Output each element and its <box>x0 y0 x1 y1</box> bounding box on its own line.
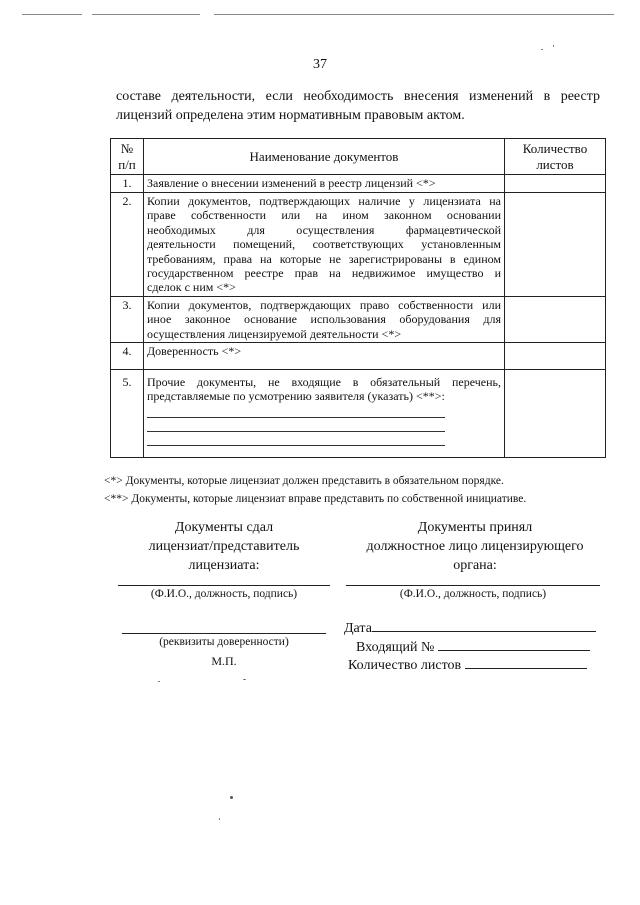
row-name <box>144 175 505 193</box>
received-by-line: Документы принял <box>417 520 533 535</box>
row-count <box>505 296 606 342</box>
row-num: 4. <box>111 343 144 370</box>
scan-speck <box>243 679 246 680</box>
received-by-line: должностное лицо лицензирующего <box>366 539 584 554</box>
intro-paragraph <box>116 87 600 125</box>
intro-line: составе деятельности, если необходимость внесения изменений в реестр <box>116 89 600 104</box>
signature-caption: (Ф.И.О., должность, подпись) <box>150 588 298 600</box>
row-count <box>505 370 606 458</box>
table-row <box>111 370 606 458</box>
row-line: Копии документов, подтверждающих наличие у лицензиата на <box>147 194 501 208</box>
row-count <box>505 175 606 193</box>
submitted-by-line: Документы сдал <box>174 520 274 535</box>
scan-top-line <box>214 14 614 15</box>
row-line: деятельности помещений, соответствующих установленным <box>147 237 501 252</box>
stamp-label: М.П. <box>211 654 237 668</box>
scan-speck <box>158 681 160 682</box>
row-line: иное законное основание использования оборудования для <box>147 312 501 327</box>
documents-table <box>110 138 606 458</box>
row-num: 3. <box>111 296 144 342</box>
row-count <box>505 193 606 297</box>
row-line: сделок с ним <*> <box>147 280 236 295</box>
incoming-label: Входящий № <box>356 640 435 655</box>
scan-speck <box>219 818 220 820</box>
row-name <box>144 296 505 342</box>
incoming-number-field <box>356 637 590 656</box>
scan-speck <box>553 45 554 47</box>
fill-in-line <box>147 418 445 432</box>
sheets-count-field <box>348 655 587 674</box>
footnote: <**> Документы, которые лицензиат вправе представить по собственной инициативе. <box>104 493 527 505</box>
table-row <box>111 296 606 342</box>
incoming-blank <box>438 637 590 651</box>
row-name <box>144 343 505 370</box>
row-line: Копии документов, подтверждающих право собственности или <box>147 297 501 312</box>
signature-caption: (Ф.И.О., должность, подпись) <box>399 588 547 600</box>
intro-line: лицензий определена этим нормативным правовым актом. <box>116 108 465 123</box>
row-line: государственном реестре прав на недвижимое имущество и <box>147 266 501 281</box>
row-line: Заявление о внесении изменений в реестр лицензий <*> <box>147 176 436 190</box>
scan-top-line <box>92 14 200 15</box>
table-row <box>111 193 606 297</box>
scan-speck <box>230 796 233 799</box>
table-row <box>111 175 606 193</box>
row-num: 1. <box>111 175 144 193</box>
received-by-line: органа: <box>453 558 497 573</box>
power-of-attorney-caption: (реквизиты доверенности) <box>159 636 289 648</box>
signature-line <box>118 585 330 586</box>
header-num: № п/п <box>111 139 144 175</box>
table-row <box>111 343 606 370</box>
power-of-attorney-line <box>122 633 326 634</box>
received-by-block <box>345 518 605 575</box>
row-name <box>144 370 505 458</box>
footnote: <*> Документы, которые лицензиат должен представить в обязательном порядке. <box>104 475 504 487</box>
submitted-by-line: лицензиат/представитель <box>148 539 300 554</box>
page-number: 37 <box>313 57 327 72</box>
row-num: 2. <box>111 193 144 297</box>
row-name <box>144 193 505 297</box>
row-line: необходимых для осуществления фармацевтической <box>147 222 501 237</box>
row-line: осуществления лицензируемой деятельности <*> <box>147 326 402 341</box>
submitted-by-block <box>112 518 336 575</box>
row-line: требованиям, права на которые не зарегистрированы в едином <box>147 251 501 266</box>
signature-line <box>346 585 600 586</box>
date-label: Дата <box>344 621 372 636</box>
date-field <box>344 618 596 637</box>
row-line: праве собственности или на ином законном основании <box>147 208 501 223</box>
table-header-row <box>111 139 606 175</box>
row-num: 5. <box>111 370 144 458</box>
row-line: Прочие документы, не входящие в обязательный перечень, <box>147 375 501 390</box>
header-name: Наименование документов <box>144 139 505 175</box>
row-count <box>505 343 606 370</box>
header-count: Количество листов <box>505 139 606 175</box>
sheets-blank <box>465 655 587 669</box>
row-line: Доверенность <*> <box>147 344 242 359</box>
sheets-label: Количество листов <box>348 658 462 673</box>
submitted-by-line: лицензиата: <box>188 558 260 573</box>
fill-in-line <box>147 404 445 418</box>
row-line: представляемые по усмотрению заявителя (указать) <**>: <box>147 389 445 404</box>
scan-speck <box>541 49 543 50</box>
fill-in-line <box>147 432 445 446</box>
footnotes <box>104 472 526 508</box>
scan-top-line <box>22 14 82 15</box>
date-blank <box>372 618 596 632</box>
